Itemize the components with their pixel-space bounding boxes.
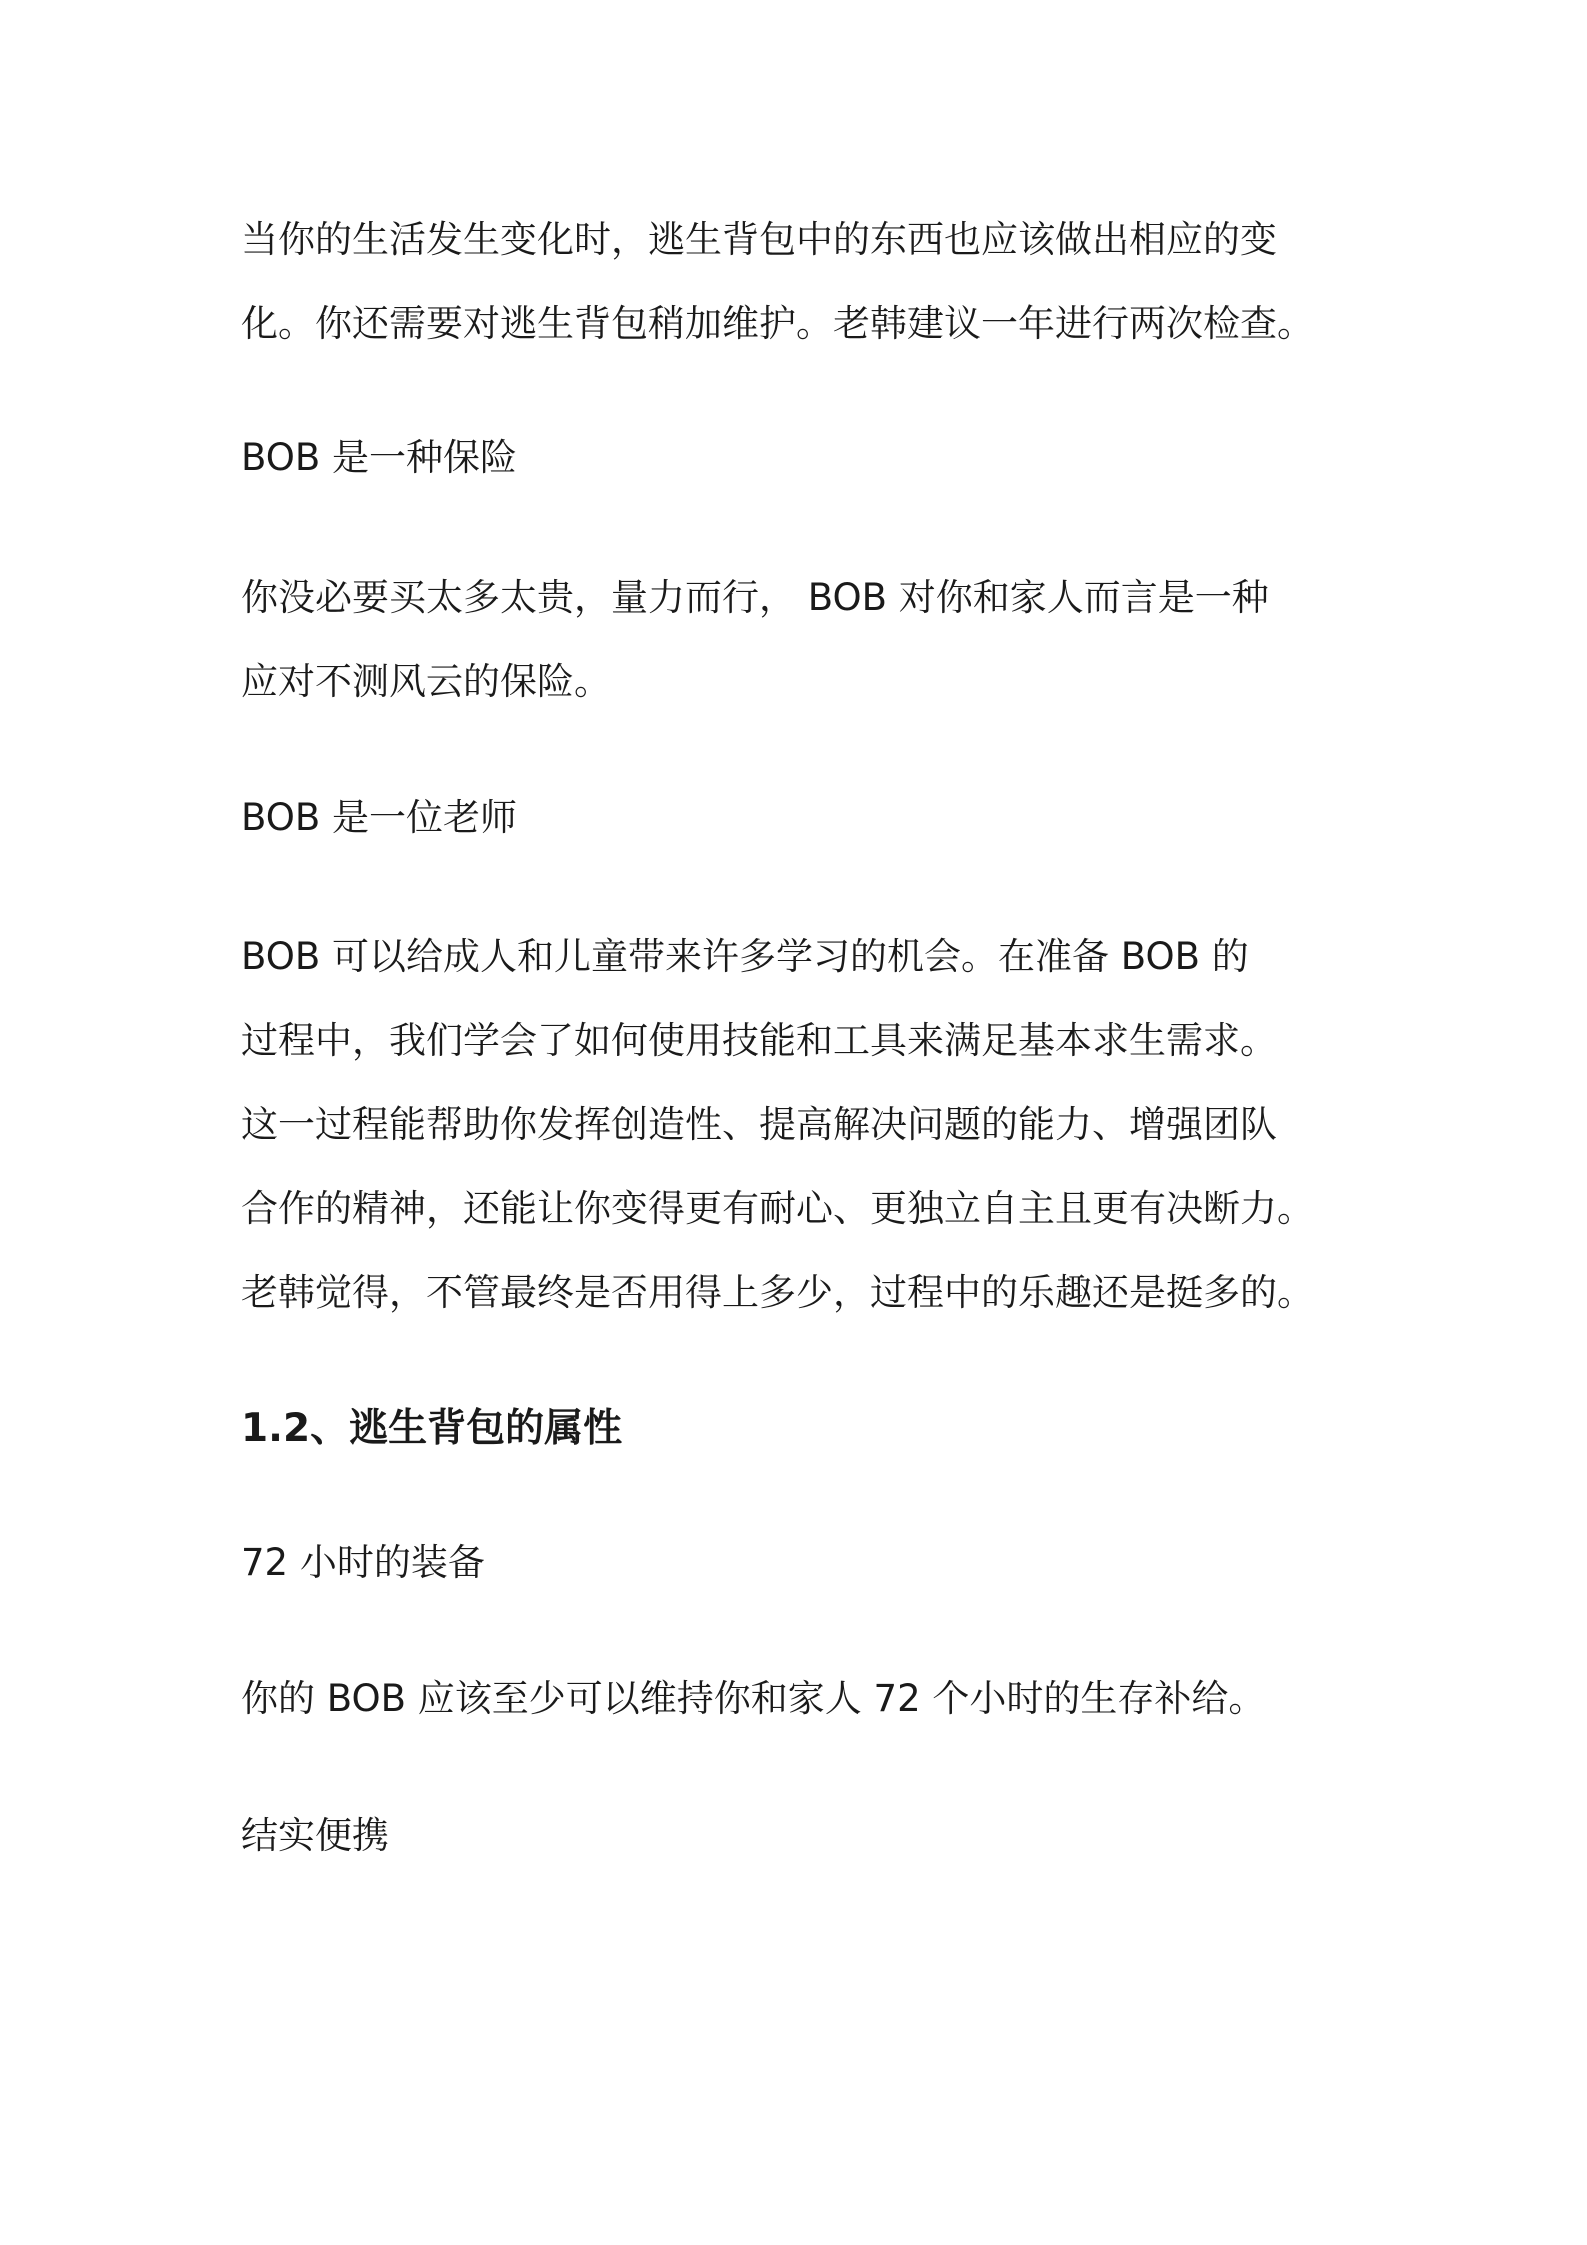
paragraph-line: 你没必要买太多太贵，量力而行， BOB 对你和家人而言是一种 — [241, 576, 1269, 619]
paragraph-line: BOB 可以给成人和儿童带来许多学习的机会。在准备 BOB 的 — [241, 935, 1249, 978]
paragraph-line: 这一过程能帮助你发挥创造性、提高解决问题的能力、增强团队 — [241, 1103, 1277, 1146]
paragraph-insurance — [241, 556, 1361, 724]
subheading-sturdy-portable: 结实便携 — [241, 1814, 389, 1857]
paragraph-line: 老韩觉得，不管最终是否用得上多少，过程中的乐趣还是挺多的。 — [241, 1271, 1314, 1314]
paragraph-72-hours: 你的 BOB 应该至少可以维持你和家人 72 个小时的生存补给。 — [241, 1677, 1266, 1720]
subheading-insurance: BOB 是一种保险 — [241, 436, 518, 479]
paragraph-maintenance — [241, 198, 1361, 366]
paragraph-line: 合作的精神，还能让你变得更有耐心、更独立自主且更有决断力。 — [241, 1187, 1314, 1230]
paragraph-line: 过程中，我们学会了如何使用技能和工具来满足基本求生需求。 — [241, 1019, 1277, 1062]
paragraph-line: 化。你还需要对逃生背包稍加维护。老韩建议一年进行两次检查。 — [241, 302, 1314, 345]
subheading-72-hours: 72 小时的装备 — [241, 1541, 485, 1584]
section-heading: 1.2、逃生背包的属性 — [241, 1406, 623, 1451]
paragraph-line: 应对不测风云的保险。 — [241, 660, 611, 703]
subheading-teacher: BOB 是一位老师 — [241, 796, 518, 839]
paragraph-teacher — [241, 915, 1361, 1335]
paragraph-line: 当你的生活发生变化时，逃生背包中的东西也应该做出相应的变 — [241, 218, 1277, 261]
